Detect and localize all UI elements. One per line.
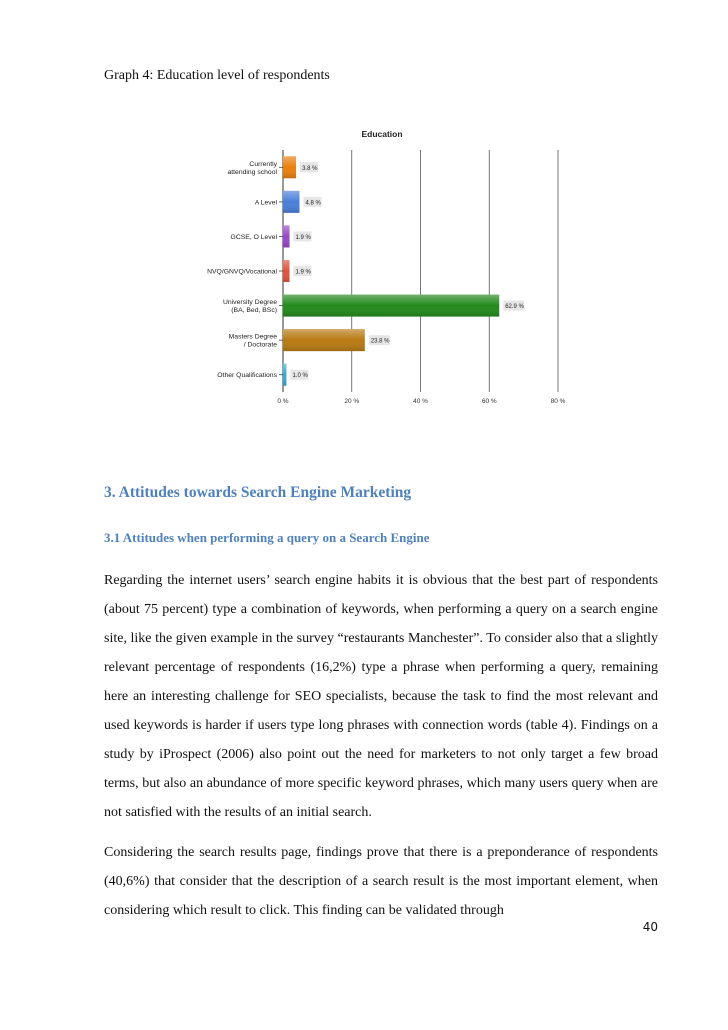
bar-shading bbox=[283, 364, 286, 386]
education-bar-chart bbox=[180, 120, 580, 410]
category-label: Masters Degree bbox=[228, 333, 277, 341]
data-label: 1.9 % bbox=[295, 234, 311, 241]
bar-shading bbox=[283, 225, 290, 247]
body-paragraph: Considering the search results page, findings prove that there is a preponderance of respondents (40,6%) that consider that the description of a search result is the most important element, when considering which result to click. This finding can be validated through bbox=[104, 845, 658, 918]
bar-shading bbox=[283, 156, 296, 178]
data-label: 3.8 % bbox=[302, 165, 318, 172]
subsection-heading: 3.1 Attitudes when performing a query on a Search Engine bbox=[104, 530, 430, 545]
category-label: Currently bbox=[249, 160, 277, 168]
bar-shading bbox=[283, 329, 365, 351]
bar-shading bbox=[283, 260, 290, 282]
category-label: GCSE, O Level bbox=[230, 233, 277, 241]
x-tick-label: 40 % bbox=[413, 398, 428, 405]
category-label: University Degree bbox=[222, 299, 277, 307]
x-tick-label: 20 % bbox=[344, 398, 360, 405]
x-tick-label: 60 % bbox=[481, 398, 497, 405]
category-label: / Doctorate bbox=[243, 341, 277, 349]
page-number: 40 bbox=[642, 920, 658, 934]
category-label: NVQ/GNVQ/Vocational bbox=[207, 268, 277, 276]
graph-caption: Graph 4: Education level of respondents bbox=[104, 68, 330, 83]
category-label: attending school bbox=[227, 168, 277, 176]
chart-title: Education bbox=[361, 129, 403, 139]
category-label: Other Qualifications bbox=[217, 372, 277, 380]
data-label: 1.9 % bbox=[295, 269, 311, 276]
data-label: 62.9 % bbox=[505, 304, 524, 311]
bar-shading bbox=[283, 191, 300, 213]
category-label: (BA, Bed, BSc) bbox=[231, 307, 277, 315]
data-label: 1.0 % bbox=[292, 373, 308, 380]
data-label: 4.8 % bbox=[305, 200, 321, 207]
body-paragraph: Regarding the internet users’ search engine habits it is obvious that the best part of respondents (about 75 percent) type a combination of keywords, when performing a query on a search engine site, like the given example in the survey “restaurants Manchester”. To consider also that a slightly relevant percentage of respondents (16,2%) type a phrase when performing a query, remaining here an interesting challenge for SEO specialists, because the task to find the most relevant and used keywords is harder if users type long phrases with connection words (table 4). Findings on a study by iProspect (2006) also point out the need for marketers to not only target a few broad terms, but also an abundance of more specific keyword phrases, which many users query when are not satisfied with the results of an initial search. bbox=[104, 573, 658, 820]
x-tick-label: 0 % bbox=[277, 398, 289, 405]
bar-shading bbox=[283, 295, 499, 317]
data-label: 23.8 % bbox=[370, 338, 390, 345]
section-heading: 3. Attitudes towards Search Engine Marketing bbox=[104, 484, 412, 501]
x-tick-label: 80 % bbox=[550, 398, 566, 405]
category-label: A Level bbox=[254, 199, 277, 207]
